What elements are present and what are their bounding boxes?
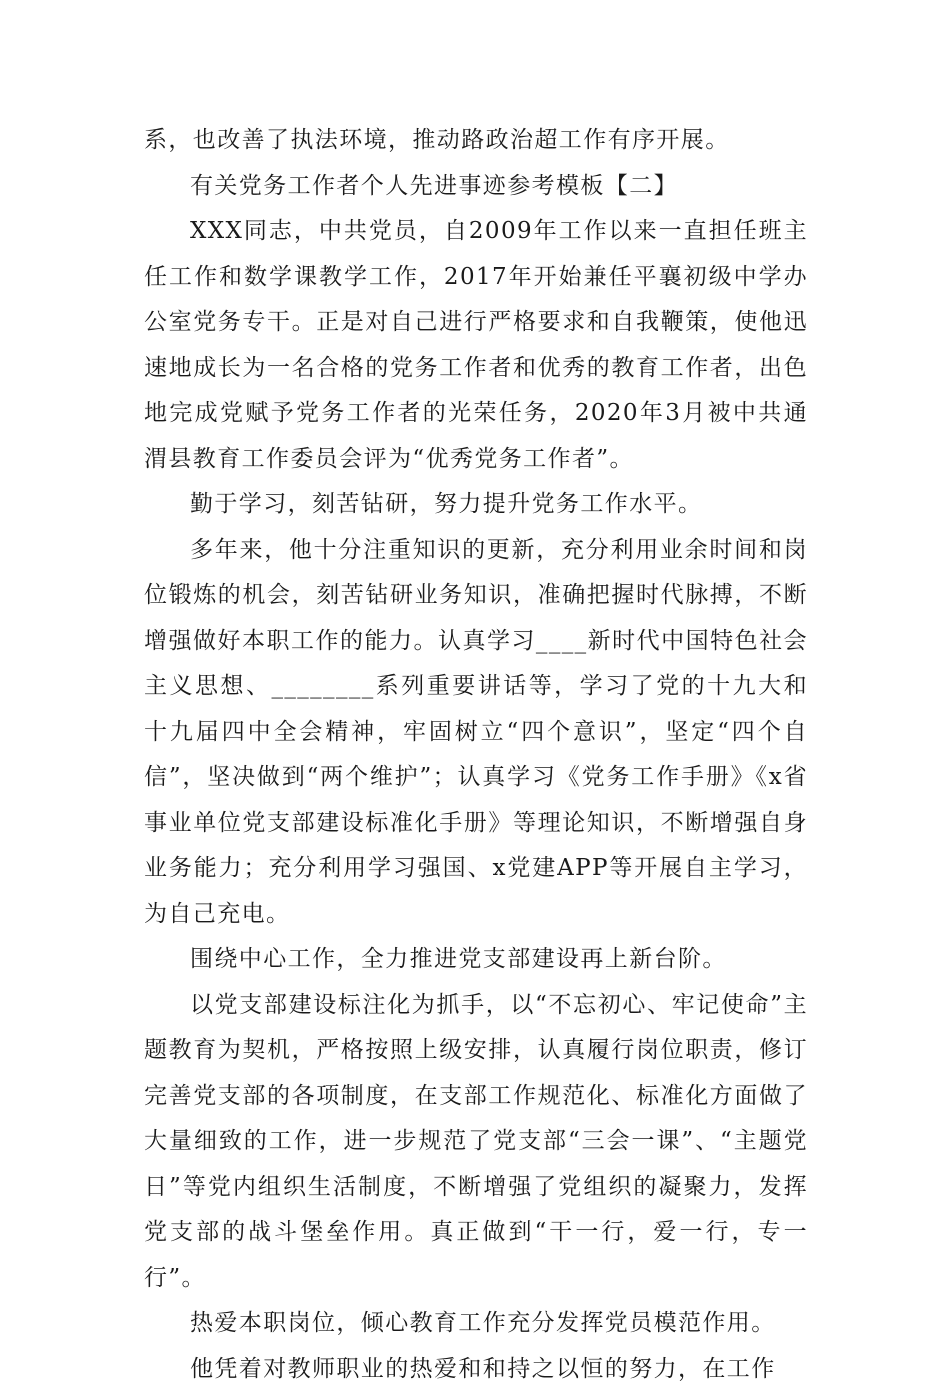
paragraph-teaching: 他凭着对教师职业的热爱和和持之以恒的努力，在工作: [144, 1347, 808, 1392]
document-body: [144, 118, 808, 1392]
section-heading: 有关党务工作者个人先进事迹参考模板【二】: [144, 164, 808, 210]
subheading-party-branch: 围绕中心工作，全力推进党支部建设再上新台阶。: [144, 937, 808, 983]
paragraph-study: 多年来，他十分注重知识的更新，充分利用业余时间和岗位锻炼的机会，刻苦钻研业务知识，准确把握时代脉搏，不断增强做好本职工作的能力。认真学习____新时代中国特色社会主义思想、________系列重要讲话等，学习了党的十九大和十九届四中全会精神，牢固树立“四个意识”，坚定“四个自信”，坚决做到“两个维护”；认真学习《党务工作手册》《x省事业单位党支部建设标准化手册》等理论知识，不断增强自身业务能力；充分利用学习强国、x党建APP等开展自主学习，为自己充电。: [144, 528, 808, 938]
subheading-study: 勤于学习，刻苦钻研，努力提升党务工作水平。: [144, 482, 808, 528]
paragraph-party-branch: 以党支部建设标注化为抓手，以“不忘初心、牢记使命”主题教育为契机，严格按照上级安排，认真履行岗位职责，修订完善党支部的各项制度，在支部工作规范化、标准化方面做了大量细致的工作，进一步规范了党支部“三会一课”、“主题党日”等党内组织生活制度，不断增强了党组织的凝聚力，发挥党支部的战斗堡垒作用。真正做到“干一行，爱一行，专一行”。: [144, 983, 808, 1302]
paragraph-intro: XXX同志，中共党员，自2009年工作以来一直担任班主任工作和数学课教学工作，2017年开始兼任平襄初级中学办公室党务专干。正是对自己进行严格要求和自我鞭策，使他迅速地成长为一名合格的党务工作者和优秀的教育工作者，出色地完成党赋予党务工作者的光荣任务，2020年3月被中共通渭县教育工作委员会评为“优秀党务工作者”。: [144, 209, 808, 482]
subheading-teaching: 热爱本职岗位，倾心教育工作充分发挥党员模范作用。: [144, 1301, 808, 1347]
paragraph-continuation: 系，也改善了执法环境，推动路政治超工作有序开展。: [144, 118, 808, 164]
